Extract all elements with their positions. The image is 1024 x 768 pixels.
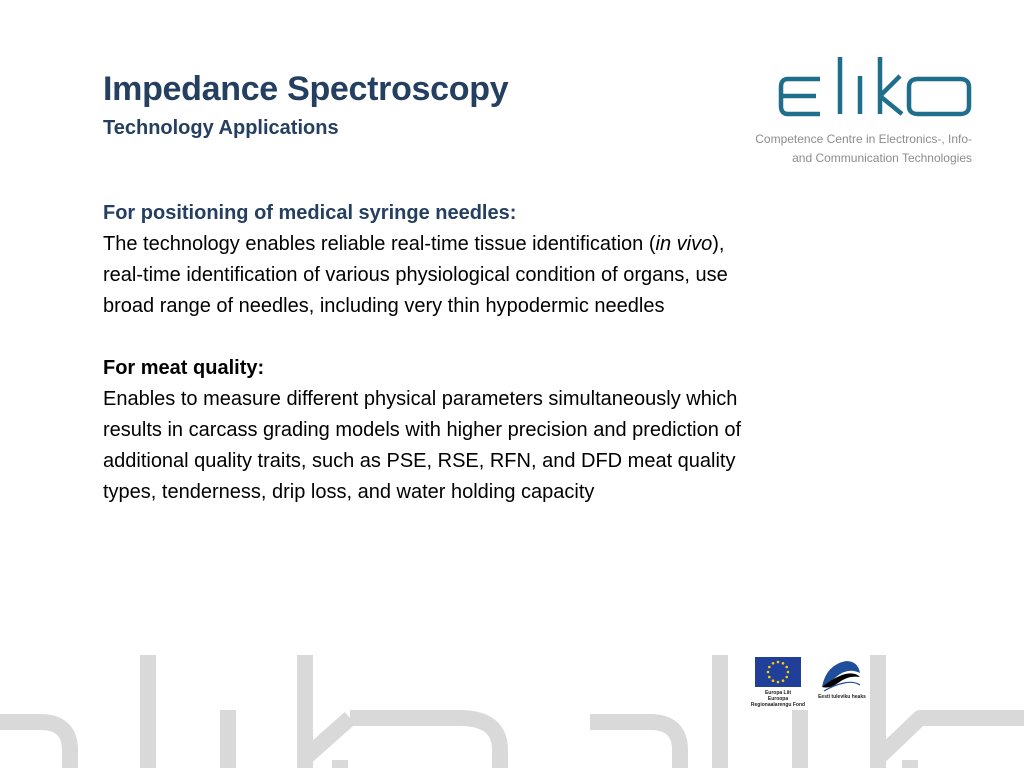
ee-caption: Eesti tuleviku heaks (818, 694, 866, 700)
section-text-meat: Enables to measure different physical parameters simultaneously which results in carcass grading models with higher precision and prediction of additional quality traits, such as PSE, RSE, RFN, and DFD meat quality types, tenderness, drip loss, and water holding capacity (103, 388, 742, 503)
eu-stars-icon (755, 657, 801, 687)
section-heading-needles: For positioning of medical syringe needles: (103, 202, 517, 224)
in-vivo-text: in vivo (655, 233, 713, 255)
eliko-watermark (0, 650, 1024, 768)
slide-body (103, 198, 883, 508)
slide-title: Impedance Spectroscopy (103, 70, 509, 108)
eesti-tuleviku-heaks-logo (818, 657, 862, 693)
slide-subtitle: Technology Applications (103, 117, 339, 139)
logo-tagline: Competence Centre in Electronics-, Info- and Communication Technologies (755, 132, 972, 165)
eu-caption: Europa Liit Euroopa Regionaalarengu Fond (750, 690, 806, 708)
section-heading-meat: For meat quality: (103, 357, 265, 379)
eu-flag-icon (755, 657, 801, 687)
section-text-needles: The technology enables reliable real-time tissue identification (in vivo), real-time identification of various physiological condition of organs, use broad range of needles, including very thin hypodermic needles (103, 233, 728, 317)
eliko-logo (778, 54, 974, 118)
